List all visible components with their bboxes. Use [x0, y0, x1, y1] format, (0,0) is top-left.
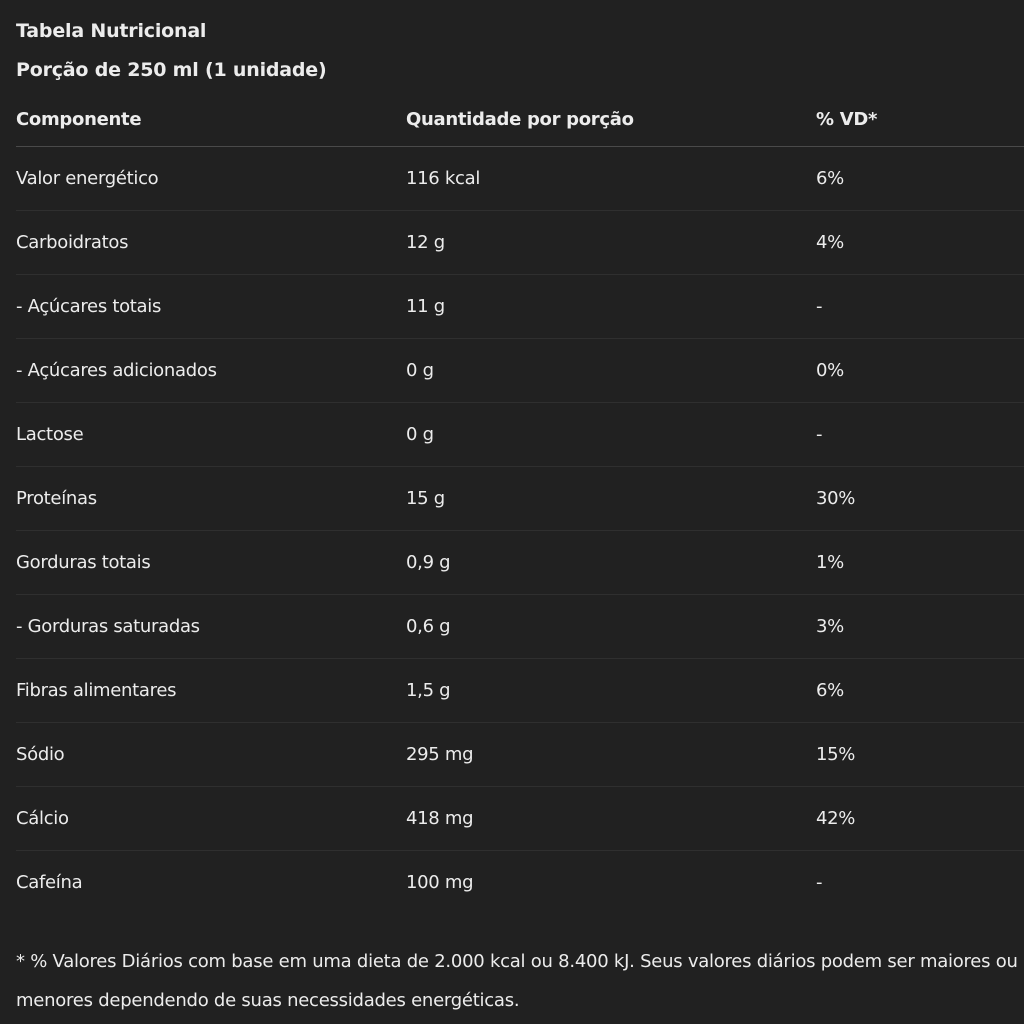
row-daily-value: - [816, 872, 823, 893]
table-row [16, 787, 1024, 851]
row-quantity: 0 g [406, 339, 816, 403]
row-quantity: 15 g [406, 467, 816, 531]
row-component: Cálcio [16, 787, 406, 851]
daily-value-footnote: * % Valores Diários com base em uma dieta de 2.000 kcal ou 8.400 kJ. Seus valores diários podem ser maiores ou menores dependendo de suas necessidades energéticas. [16, 951, 1018, 1011]
row-component: Lactose [16, 403, 406, 467]
nutrition-table [16, 92, 1024, 914]
table-row [16, 147, 1024, 211]
row-daily-value: 30% [816, 467, 1024, 531]
row-quantity: 418 mg [406, 787, 816, 851]
table-body [16, 147, 1024, 915]
table-row [16, 531, 1024, 595]
table-row [16, 275, 1024, 339]
row-component: Cafeína [16, 872, 83, 893]
row-quantity: 0,9 g [406, 531, 816, 595]
table-header-row [16, 92, 1024, 147]
table-row [16, 403, 1024, 467]
row-quantity: 0,6 g [406, 595, 816, 659]
row-quantity: 100 mg [406, 872, 474, 893]
row-daily-value: 42% [816, 787, 1024, 851]
row-daily-value: 6% [816, 147, 1024, 211]
row-daily-value: 6% [816, 659, 1024, 723]
row-component: Sódio [16, 723, 406, 787]
row-component: - Açúcares adicionados [16, 339, 406, 403]
table-row [16, 339, 1024, 403]
table-row [16, 851, 1024, 915]
row-quantity: 1,5 g [406, 659, 816, 723]
row-quantity: 0 g [406, 403, 816, 467]
table-row [16, 659, 1024, 723]
table-row [16, 211, 1024, 275]
page-title: Tabela Nutricional [16, 20, 207, 42]
table-row [16, 723, 1024, 787]
row-quantity: 295 mg [406, 723, 816, 787]
row-daily-value: - [816, 275, 1024, 339]
row-component: Gorduras totais [16, 531, 406, 595]
row-component: Proteínas [16, 467, 406, 531]
row-daily-value: - [816, 403, 1024, 467]
row-component: Fibras alimentares [16, 659, 406, 723]
column-header-quantity: Quantidade por porção [406, 92, 816, 147]
row-component: Valor energético [16, 147, 406, 211]
row-component: - Açúcares totais [16, 275, 406, 339]
row-component: - Gorduras saturadas [16, 595, 406, 659]
row-component: Carboidratos [16, 211, 406, 275]
column-header-component: Componente [16, 92, 406, 147]
row-daily-value: 4% [816, 211, 1024, 275]
row-quantity: 11 g [406, 275, 816, 339]
row-quantity: 12 g [406, 211, 816, 275]
table-row [16, 467, 1024, 531]
row-daily-value: 15% [816, 723, 1024, 787]
row-daily-value: 1% [816, 531, 1024, 595]
column-header-daily-value: % VD* [816, 92, 1024, 147]
table-row [16, 595, 1024, 659]
row-daily-value: 3% [816, 595, 1024, 659]
row-quantity: 116 kcal [406, 147, 816, 211]
row-daily-value: 0% [816, 339, 1024, 403]
serving-size-subtitle: Porção de 250 ml (1 unidade) [16, 59, 327, 81]
